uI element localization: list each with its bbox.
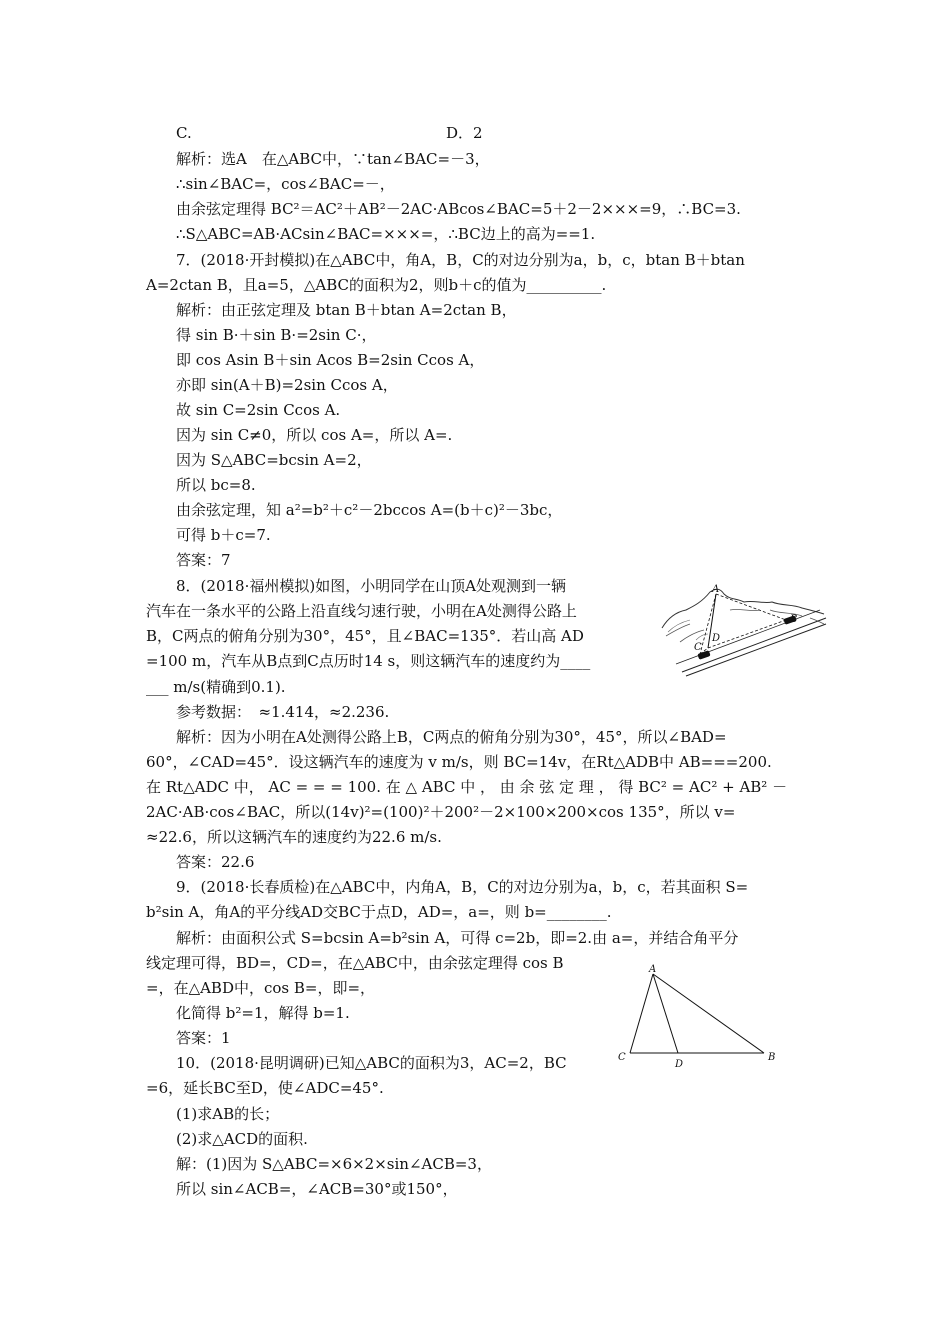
choice-c: C. xyxy=(176,124,192,142)
vertex-a-label: A xyxy=(649,964,657,975)
text-line: 汽车在一条水平的公路上沿直线匀速行驶，小明在A处测得公路上 xyxy=(146,602,577,620)
triangle-svg xyxy=(612,960,784,1070)
point-b-label: B xyxy=(790,614,798,625)
text-line: 可得 b＋c=7. xyxy=(176,526,271,544)
subquestion-1: (1)求AB的长； xyxy=(176,1105,280,1123)
text-line: 解析：由正弦定理及 btan B＋btan A=2ctan B， xyxy=(176,301,517,319)
text-line: =6，延长BC至D，使∠ADC=45°. xyxy=(146,1079,384,1097)
text-line: 60°，∠CAD=45°．设这辆汽车的速度为 v m/s，则 BC=14v，在Rt△ADB中 AB===200. xyxy=(146,753,772,771)
point-a-label: A xyxy=(712,584,720,595)
text-line: 解：(1)因为 S△ABC=×6×2×sin∠ACB=3， xyxy=(176,1155,492,1173)
text-line: 故 sin C=2sin Ccos A. xyxy=(176,401,341,419)
subquestion-2: (2)求△ACD的面积. xyxy=(176,1130,308,1148)
mountain-road-svg xyxy=(660,580,828,680)
choice-d: D．2 xyxy=(446,124,483,142)
text-line: 得 sin B·＋sin B·=2sin C·， xyxy=(176,326,377,344)
text-line: 即 cos Asin B＋sin Acos B=2sin Ccos A， xyxy=(176,351,485,369)
text-line: 因为 S△ABC=bcsin A=2， xyxy=(176,451,372,469)
problem-7-stem: 7．(2018·开封模拟)在△ABC中，角A，B，C的对边分别为a，b，c，btan B＋btan xyxy=(176,251,745,269)
reference-data: 参考数据： ≈1.414，≈2.236. xyxy=(176,703,390,721)
answer-8: 答案：22.6 xyxy=(176,853,255,871)
text-line: b²sin A，角A的平分线AD交BC于点D，AD=，a=，则 b=________. xyxy=(146,903,612,921)
vertex-b-label: B xyxy=(768,1052,776,1063)
text-line: 2AC·AB·cos∠BAC，所以(14v)²=(100)²＋200²－2×100×200×cos 135°，所以 v= xyxy=(146,803,736,821)
text-line: 解析：因为小明在A处测得公路上B，C两点的俯角分别为30°，45°，所以∠BAD= xyxy=(176,728,727,746)
text-line: =，在△ABD中，cos B=，即=， xyxy=(146,979,376,997)
text-line: ___ m/s(精确到0.1). xyxy=(146,678,286,696)
problem-9-stem: 9．(2018·长春质检)在△ABC中，内角A，B，C的对边分别为a，b，c，若其面积 S= xyxy=(176,878,749,896)
point-d-label: D xyxy=(712,633,721,644)
text-line: 亦即 sin(A＋B)=2sin Ccos A， xyxy=(176,376,398,394)
text-line: ∴S△ABC=AB·ACsin∠BAC=×××=，∴BC边上的高为==1. xyxy=(176,225,596,243)
problem-10-stem: 10．(2018·昆明调研)已知△ABC的面积为3，AC=2，BC xyxy=(176,1054,567,1072)
text-line: B，C两点的俯角分别为30°，45°，且∠BAC=135°．若山高 AD xyxy=(146,627,584,645)
text-line: 由余弦定理得 BC²＝AC²＋AB²－2AC·ABcos∠BAC=5＋2－2×××=9，∴BC=3. xyxy=(176,200,741,218)
text-line: 所以 sin∠ACB=，∠ACB=30°或150°， xyxy=(176,1180,458,1198)
mountain-road-figure xyxy=(660,580,828,680)
text-line: 解析：选A 在△ABC中，∵tan∠BAC=－3， xyxy=(176,150,490,168)
problem-7-stem-cont: A=2ctan B，且a=5，△ABC的面积为2，则b＋c的值为__________. xyxy=(146,276,607,294)
vertex-c-label: C xyxy=(618,1052,626,1063)
point-d-label: D xyxy=(675,1059,684,1070)
answer-7: 答案：7 xyxy=(176,551,231,569)
problem-8-stem: 8．(2018·福州模拟)如图，小明同学在山顶A处观测到一辆 xyxy=(176,577,567,595)
text-line: 由余弦定理，知 a²=b²＋c²－2bccos A=(b＋c)²－3bc， xyxy=(176,501,563,519)
text-line: 解析：由面积公式 S=bcsin A=b²sin A，可得 c=2b，即=2.由 a=，并结合角平分 xyxy=(176,929,739,947)
choice-row xyxy=(176,124,736,142)
text-line: =100 m，汽车从B点到C点历时14 s，则这辆汽车的速度约为____ xyxy=(146,652,591,670)
text-line: 因为 sin C≠0，所以 cos A=，所以 A=. xyxy=(176,426,453,444)
text-line: 线定理可得，BD=，CD=，在△ABC中，由余弦定理得 cos B xyxy=(146,954,564,972)
answer-9: 答案：1 xyxy=(176,1029,231,1047)
text-line: 化简得 b²=1，解得 b=1. xyxy=(176,1004,350,1022)
triangle-figure xyxy=(612,960,784,1070)
point-c-label: C xyxy=(694,642,702,653)
text-line: ∴sin∠BAC=，cos∠BAC=－， xyxy=(176,175,395,193)
text-line: ≈22.6，所以这辆汽车的速度约为22.6 m/s. xyxy=(146,828,442,846)
text-line: 所以 bc=8. xyxy=(176,476,256,494)
text-line: 在 Rt△ADC 中， AC = = = 100. 在 △ ABC 中 ， 由 余 弦 定 理 ， 得 BC² = AC² + AB² － xyxy=(146,778,788,796)
